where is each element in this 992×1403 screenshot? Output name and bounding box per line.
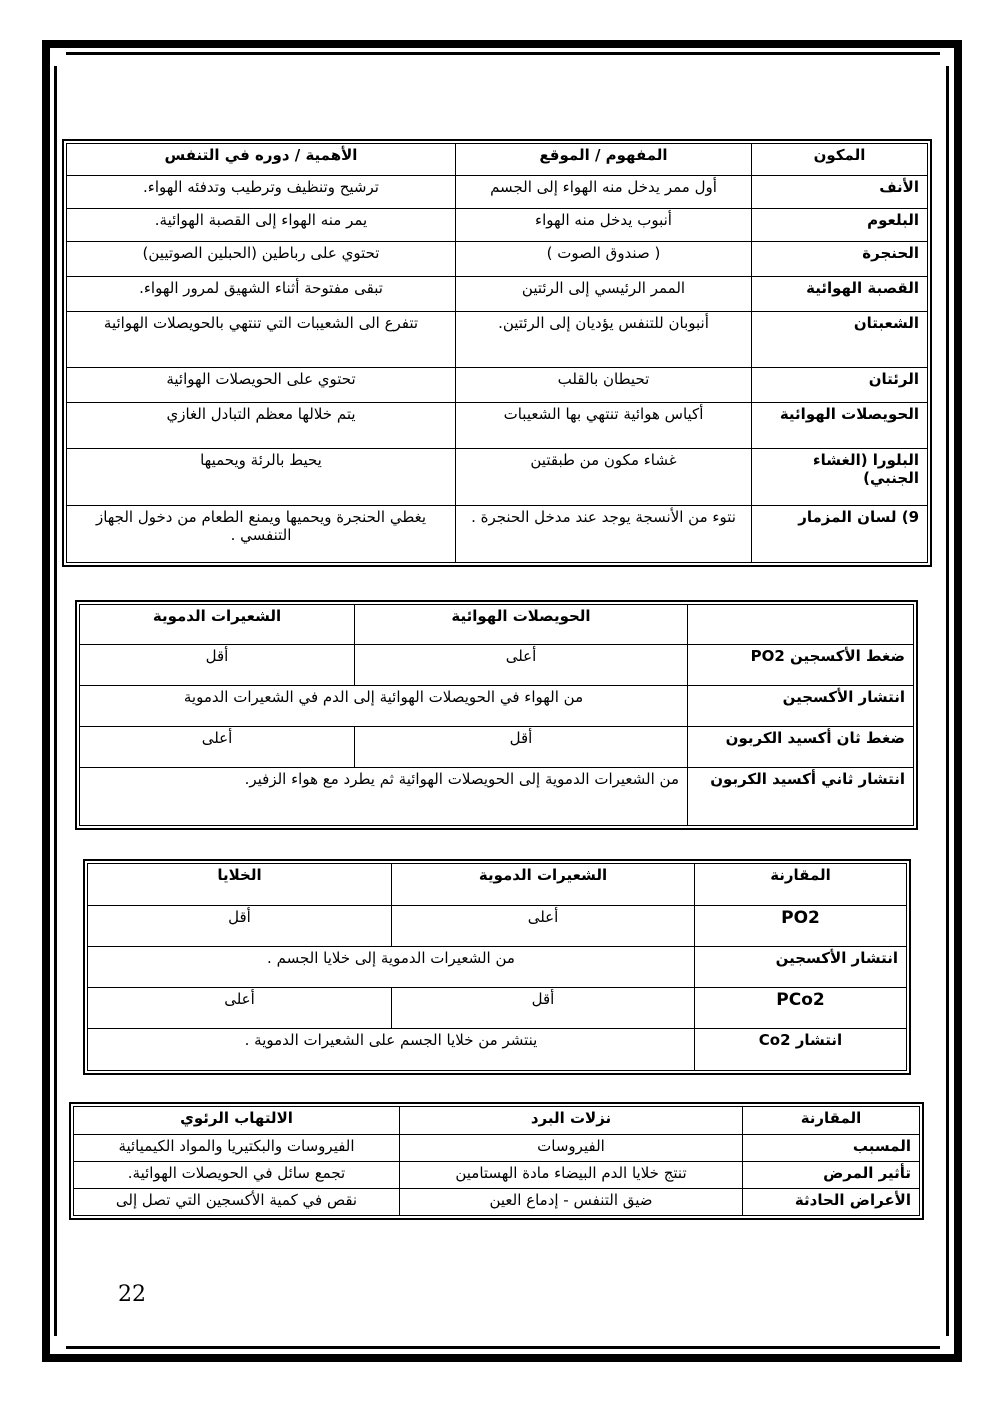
table-row: [67, 209, 928, 242]
header-alveoli: الحويصلات الهوائية: [355, 605, 688, 645]
diffusion-description: من الهواء في الحويصلات الهوائية إلى الدم في الشعيرات الدموية: [80, 686, 688, 727]
table-row: [88, 947, 907, 988]
row-label: انتشار الأكسجين: [688, 686, 914, 727]
component-role: تحتوي على رباطين (الحبلين الصوتيين): [67, 242, 456, 277]
cold-pneumonia-table: [73, 1106, 920, 1216]
row-label: المسبب: [743, 1135, 920, 1162]
component-name: 9) لسان المزمار: [752, 506, 928, 563]
component-location: الممر الرئيسي إلى الرئتين: [456, 277, 752, 312]
table-row: [67, 403, 928, 449]
component-name: الأنف: [752, 176, 928, 209]
component-location: غشاء مكون من طبقتين: [456, 449, 752, 506]
capillaries-value: أعلى: [392, 906, 695, 947]
component-name: البلعوم: [752, 209, 928, 242]
component-location: أكياس هوائية تنتهي بها الشعيبات: [456, 403, 752, 449]
header-concept-location: المفهوم / الموقع: [456, 144, 752, 176]
row-label: انتشار Co2: [695, 1029, 907, 1071]
table-row: [80, 686, 914, 727]
component-role: تتفرع الى الشعيبات التي تنتهي بالحويصلات الهوائية: [67, 312, 456, 368]
pneumonia-value: الفيروسات والبكتيريا والمواد الكيميائية: [74, 1135, 400, 1162]
component-role: ترشيح وتنظيف وترطيب وتدفئه الهواء.: [67, 176, 456, 209]
header-importance: الأهمية / دوره في التنفس: [67, 144, 456, 176]
table-row: [74, 1135, 920, 1162]
table-row: [80, 645, 914, 686]
table-row: [67, 506, 928, 563]
cold-value: ضيق التنفس - إدماع العين: [400, 1189, 743, 1216]
row-label: تأثير المرض: [743, 1162, 920, 1189]
capillaries-cells-table: [87, 863, 907, 1071]
alveoli-value: أقل: [355, 727, 688, 768]
header-cold: نزلات البرد: [400, 1107, 743, 1135]
pneumonia-value: تجمع سائل في الحويصلات الهوائية.: [74, 1162, 400, 1189]
frame-left-inner: [54, 66, 57, 1336]
component-role: يتم خلالها معظم التبادل الغازي: [67, 403, 456, 449]
table-row: [67, 312, 928, 368]
capillaries-value: أقل: [392, 988, 695, 1029]
cold-value: تنتج خلايا الدم البيضاء مادة الهستامين: [400, 1162, 743, 1189]
component-location: تحيطان بالقلب: [456, 368, 752, 403]
component-role: يحيط بالرئة ويحميها: [67, 449, 456, 506]
table-row: [88, 1029, 907, 1071]
table-row: [88, 988, 907, 1029]
component-name: الحويصلات الهوائية: [752, 403, 928, 449]
component-role: تحتوي على الحويصلات الهوائية: [67, 368, 456, 403]
component-location: ( صندوق الصوت ): [456, 242, 752, 277]
component-name: البلورا (الغشاء الجنبي): [752, 449, 928, 506]
frame-bottom-inner: [66, 1346, 940, 1349]
component-location: نتوء من الأنسجة يوجد عند مدخل الحنجرة .: [456, 506, 752, 563]
pneumonia-value: نقص في كمية الأكسجين التي تصل إلى: [74, 1189, 400, 1216]
frame-bottom: [42, 1354, 962, 1362]
header-capillaries: الشعيرات الدموية: [80, 605, 355, 645]
alveoli-value: أعلى: [355, 645, 688, 686]
header-comparison: المقارنة: [695, 864, 907, 906]
frame-top-inner: [66, 52, 940, 55]
component-name: الشعبتان: [752, 312, 928, 368]
cold-value: الفيروسات: [400, 1135, 743, 1162]
alveoli-capillaries-table: [79, 604, 914, 826]
header-cells: الخلايا: [88, 864, 392, 906]
header-component: المكون: [752, 144, 928, 176]
diffusion-description: من الشعيرات الدموية إلى الحويصلات الهوائية ثم يطرد مع هواء الزفير.: [80, 768, 688, 826]
component-name: الحنجرة: [752, 242, 928, 277]
table-row: [88, 906, 907, 947]
diffusion-description: ينتشر من خلايا الجسم على الشعيرات الدموية .: [88, 1029, 695, 1071]
row-label: انتشار ثاني أكسيد الكربون: [688, 768, 914, 826]
header-comparison: المقارنة: [743, 1107, 920, 1135]
cells-value: أقل: [88, 906, 392, 947]
frame-right: [954, 40, 962, 1362]
row-label: انتشار الأكسجين: [695, 947, 907, 988]
component-role: تبقى مفتوحة أثناء الشهيق لمرور الهواء.: [67, 277, 456, 312]
component-name: الرئتان: [752, 368, 928, 403]
frame-right-inner: [946, 66, 949, 1336]
capillaries-value: أعلى: [80, 727, 355, 768]
cells-value: أعلى: [88, 988, 392, 1029]
row-label: الأعراض الحادثة: [743, 1189, 920, 1216]
component-name: القصبة الهوائية: [752, 277, 928, 312]
row-label: PCo2: [695, 988, 907, 1029]
table-row: [74, 1189, 920, 1216]
frame-top: [42, 40, 962, 48]
row-label: PO2: [695, 906, 907, 947]
table-row: [67, 368, 928, 403]
capillaries-value: أقل: [80, 645, 355, 686]
diffusion-description: من الشعيرات الدموية إلى خلايا الجسم .: [88, 947, 695, 988]
page-number: 22: [118, 1282, 146, 1307]
component-location: أنبوب يدخل منه الهواء: [456, 209, 752, 242]
row-label: ضغط الأكسجين PO2: [688, 645, 914, 686]
frame-left: [42, 40, 50, 1362]
header-empty: [688, 605, 914, 645]
table-row: [74, 1162, 920, 1189]
table-row: [67, 449, 928, 506]
component-role: يمر منه الهواء إلى القصبة الهوائية.: [67, 209, 456, 242]
component-role: يغطي الحنجرة ويحميها ويمنع الطعام من دخول الجهاز التنفسي .: [67, 506, 456, 563]
table-row: [67, 242, 928, 277]
table-row: [80, 727, 914, 768]
header-capillaries: الشعيرات الدموية: [392, 864, 695, 906]
row-label: ضغط ثان أكسيد الكربون: [688, 727, 914, 768]
header-pneumonia: الالتهاب الرئوي: [74, 1107, 400, 1135]
table-row: [67, 277, 928, 312]
table-row: [67, 176, 928, 209]
component-location: أول ممر يدخل منه الهواء إلى الجسم: [456, 176, 752, 209]
respiratory-components-table: [66, 143, 928, 563]
component-location: أنبوبان للتنفس يؤديان إلى الرئتين.: [456, 312, 752, 368]
table-row: [80, 768, 914, 826]
